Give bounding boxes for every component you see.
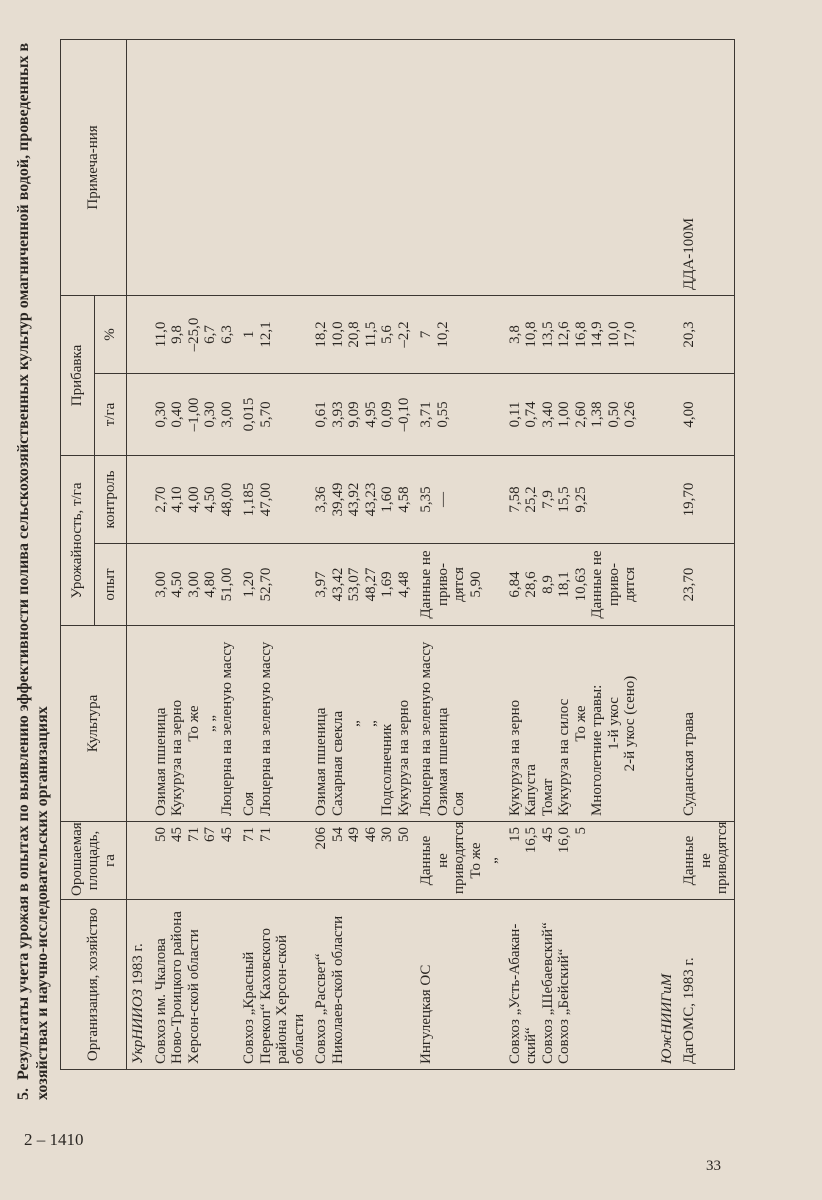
gain-t-cell: 0,30 0,40 –1,00 0,30 3,00	[150, 374, 239, 456]
crop-cell: Суданская трава	[678, 626, 734, 822]
gain-pct-cell: 3,8 10,8 13,5 12,6 16,8 14,9 10,0 17,0	[504, 295, 642, 373]
exp-cell: 23,70	[678, 544, 734, 626]
org-cell: Совхоз „Усть-Абакан-ский“ Совхоз „Шебаевский“ Совхоз „Бейский“	[504, 900, 642, 1070]
note-cell	[504, 39, 642, 295]
table-row	[238, 39, 310, 1069]
header-yield-exp: опыт	[95, 544, 127, 626]
crop-cell: Люцерна на зеленую массу Озимая пшеница Соя	[415, 626, 504, 822]
exp-cell: 1,20 52,70	[238, 544, 310, 626]
area-cell: 71 71	[238, 822, 310, 900]
crop-cell: Озимая пшеница Сахарная свекла „ „ Подсолнечник Кукуруза на зерно	[310, 626, 415, 822]
header-org: Организация, хозяйство	[61, 900, 127, 1070]
note-cell: ДДА-100М	[678, 39, 734, 295]
gain-t-cell: 4,00	[678, 374, 734, 456]
header-gain-t: т/га	[95, 374, 127, 456]
exp-cell: 3,97 43,42 53,07 48,27 1,69 4,48	[310, 544, 415, 626]
table-row	[415, 39, 504, 1069]
header-area: Орошаемая площадь, га	[61, 822, 127, 900]
gain-pct-cell: 1 12,1	[238, 295, 310, 373]
area-cell: Данные не приводятся То же „	[415, 822, 504, 900]
table-row	[678, 39, 734, 1069]
gain-pct-cell: 18,2 10,0 20,8 11,5 5,6 –2,2	[310, 295, 415, 373]
gain-pct-cell: 11,0 9,8 –25,0 6,7 6,3	[150, 295, 239, 373]
group-title: УкрНИИОЗ	[130, 989, 146, 1064]
area-cell: Данные не приводятся	[678, 822, 734, 900]
crop-cell: Соя Люцерна на зеленую массу	[238, 626, 310, 822]
ctrl-cell: 7,58 25,2 7,9 15,5 9,25	[504, 456, 642, 544]
org-cell: Ингулецкая ОС	[415, 900, 504, 1070]
org-cell: Совхоз им. Чкалова Ново-Троицкого района Херсон-ской области	[150, 900, 239, 1070]
group-year: 1983 г.	[130, 943, 146, 986]
ctrl-cell: 19,70	[678, 456, 734, 544]
header-note: Примеча-ния	[61, 39, 127, 295]
header-gain: Прибавка	[61, 295, 95, 455]
table-title: Результаты учета урожая в опытах по выявлению эффективности полива сельскохозяйственных культур омагниченной водой, проведенных в хозяйствах и научно-исследовательских организациях	[15, 42, 51, 1100]
exp-cell: Данные не приво-дятся 5,90	[415, 544, 504, 626]
header-yield-ctrl: контроль	[95, 456, 127, 544]
org-cell: Совхоз „Красный Перекоп“ Каховского района Херсон-ской области	[238, 900, 310, 1070]
ctrl-cell: 5,35 —	[415, 456, 504, 544]
header-gain-pct: %	[95, 295, 127, 373]
results-table	[60, 39, 735, 1070]
exp-cell: 3,00 4,50 3,00 4,80 51,00	[150, 544, 239, 626]
crop-cell: Кукуруза на зерно Капуста Томат Кукуруза на силос То же Многолетние травы: 1-й укос 2-й укос (сено)	[504, 626, 642, 822]
area-cell: 50 45 71 67 45	[150, 822, 239, 900]
header-yield: Урожайность, т/га	[61, 456, 95, 626]
ctrl-cell: 3,36 39,49 43,92 43,23 1,60 4,58	[310, 456, 415, 544]
table-row	[310, 39, 415, 1069]
gain-t-cell: 0,61 3,93 9,09 4,95 0,09 –0,10	[310, 374, 415, 456]
group-row	[127, 39, 150, 1069]
gain-t-cell: 3,71 0,55	[415, 374, 504, 456]
table-caption	[14, 40, 52, 1100]
gain-pct-cell: 7 10,2	[415, 295, 504, 373]
ctrl-cell: 1,185 47,00	[238, 456, 310, 544]
gain-t-cell: 0,11 0,74 3,40 1,00 2,60 1,38 0,50 0,26	[504, 374, 642, 456]
gain-t-cell: 0,015 5,70	[238, 374, 310, 456]
gain-pct-cell: 20,3	[678, 295, 734, 373]
note-cell	[310, 39, 415, 295]
note-cell	[415, 39, 504, 295]
rotated-page	[0, 20, 820, 1160]
group-title: ЮжНИИГиМ	[658, 973, 675, 1064]
group-row	[656, 39, 679, 1069]
spacer-row	[642, 39, 656, 1069]
org-cell: Совхоз „Рассвет“ Николаев-ской области	[310, 900, 415, 1070]
sheet-mark: 2 – 1410	[24, 1130, 84, 1149]
group-title-cell	[127, 900, 150, 1070]
table-number: 5.	[15, 1088, 32, 1100]
area-cell: 15 16,5 45 16,0 5	[504, 822, 642, 900]
note-cell	[238, 39, 310, 295]
crop-cell: Озимая пшеница Кукуруза на зерно То же „ „ Люцерна на зеленую массу	[150, 626, 239, 822]
area-cell: 206 54 49 46 30 50	[310, 822, 415, 900]
group-title-cell	[656, 900, 679, 1070]
note-cell	[150, 39, 239, 295]
table-row	[504, 39, 642, 1069]
header-crop: Культура	[61, 626, 127, 822]
table-row	[150, 39, 239, 1069]
org-cell: ДагОМС, 1983 г.	[678, 900, 734, 1070]
page-number: 33	[706, 1158, 721, 1174]
exp-cell: 6,84 28,6 8,9 18,1 10,63 Данные не приво-дятся	[504, 544, 642, 626]
ctrl-cell: 2,70 4,10 4,00 4,50 48,00	[150, 456, 239, 544]
